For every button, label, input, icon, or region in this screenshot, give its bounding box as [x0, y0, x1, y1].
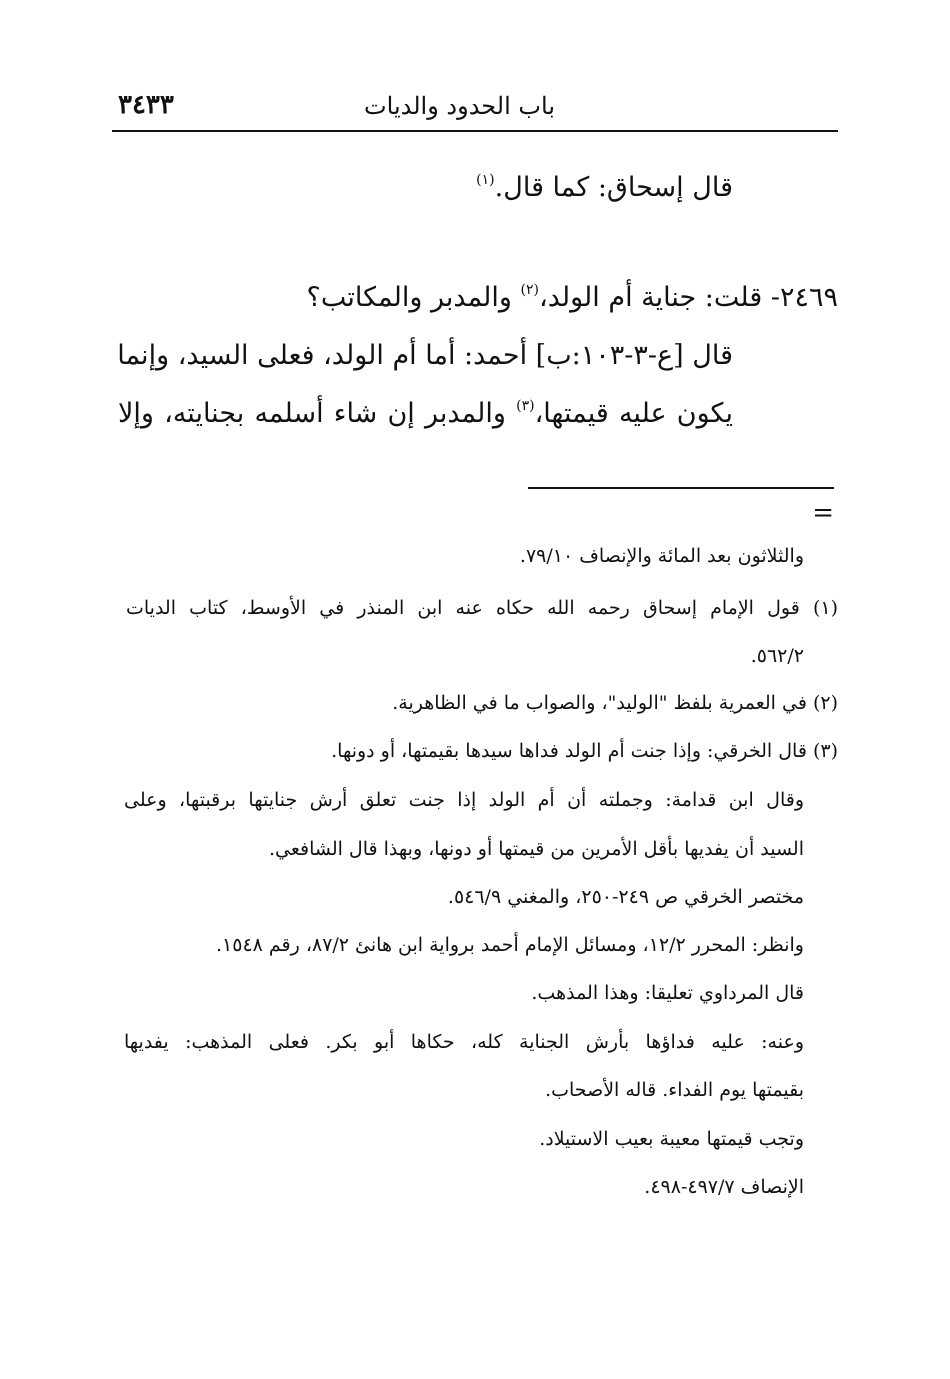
body-line-2-text-a: ٢٤٦٩- قلت: جناية أم الولد،: [539, 282, 838, 313]
footnote-3-line-5: وانظر: المحرر ١٢/٢، ومسائل الإمام أحمد برواية ابن هانئ ٨٧/٢، رقم ١٥٤٨.: [215, 934, 804, 956]
footnote-1-line-1: (١) قول الإمام إسحاق رحمه الله حكاه عنه ابن المنذر في الأوسط، كتاب الديات: [126, 597, 838, 619]
body-line-1: [476, 172, 733, 203]
footnote-1-line-2: ٥٦٢/٢.: [750, 645, 804, 667]
body-line-2: [307, 282, 838, 313]
footnote-continuation-mark: =: [812, 498, 834, 528]
body-line-4-text-a: يكون عليه قيمتها،: [534, 398, 733, 429]
footnote-2: (٢) في العمرية بلفظ "الوليد"، والصواب ما في الظاهرية.: [392, 692, 838, 714]
running-header-title: باب الحدود والديات: [364, 92, 555, 120]
footnote-3-line-2: وقال ابن قدامة: وجملته أن أم الولد إذا جنت تعلق أرش جنايتها برقبتها، وعلى: [124, 789, 804, 811]
footnote-ref-2: (٢): [520, 282, 539, 298]
body-line-2-text-b: والمدبر والمكاتب؟: [306, 282, 521, 313]
footnote-3-line-3: السيد أن يفديها بأقل الأمرين من قيمتها أو دونها، وبهذا قال الشافعي.: [268, 838, 804, 860]
footnote-ref-1: (١): [476, 172, 495, 188]
footnote-3-line-6: قال المرداوي تعليقا: وهذا المذهب.: [531, 982, 804, 1004]
footnote-3-line-7: وعنه: عليه فداؤها بأرش الجناية كله، حكاها أبو بكر. فعلى المذهب: يفديها: [124, 1031, 804, 1053]
body-line-4: [118, 398, 733, 429]
body-line-4-text-b: والمدبر إن شاء أسلمه بجنايته، وإلا: [118, 398, 517, 429]
footnote-ref-3: (٣): [516, 398, 535, 414]
footnote-3-line-8: بقيمتها يوم الفداء. قاله الأصحاب.: [545, 1079, 804, 1101]
body-line-1-text: قال إسحاق: كما قال.: [494, 172, 733, 203]
footnote-continuation-line: والثلاثون بعد المائة والإنصاف ٧٩/١٠.: [519, 545, 804, 567]
body-line-3: قال [ع-٣-١٠٣:ب] أحمد: أما أم الولد، فعلى السيد، وإنما: [117, 340, 733, 371]
header-rule: [112, 130, 838, 132]
footnote-3-line-10: الإنصاف ٤٩٧/٧-٤٩٨.: [644, 1176, 804, 1198]
footnote-3-line-1: (٣) قال الخرقي: وإذا جنت أم الولد فداها سيدها بقيمتها، أو دونها.: [331, 740, 838, 762]
page-number: ٣٤٣٣: [118, 90, 174, 120]
footnote-3-line-4: مختصر الخرقي ص ٢٤٩-٢٥٠، والمغني ٥٤٦/٩.: [447, 886, 804, 908]
footnote-separator: [528, 487, 834, 489]
footnote-3-line-9: وتجب قيمتها معيبة بعيب الاستيلاد.: [539, 1128, 804, 1150]
